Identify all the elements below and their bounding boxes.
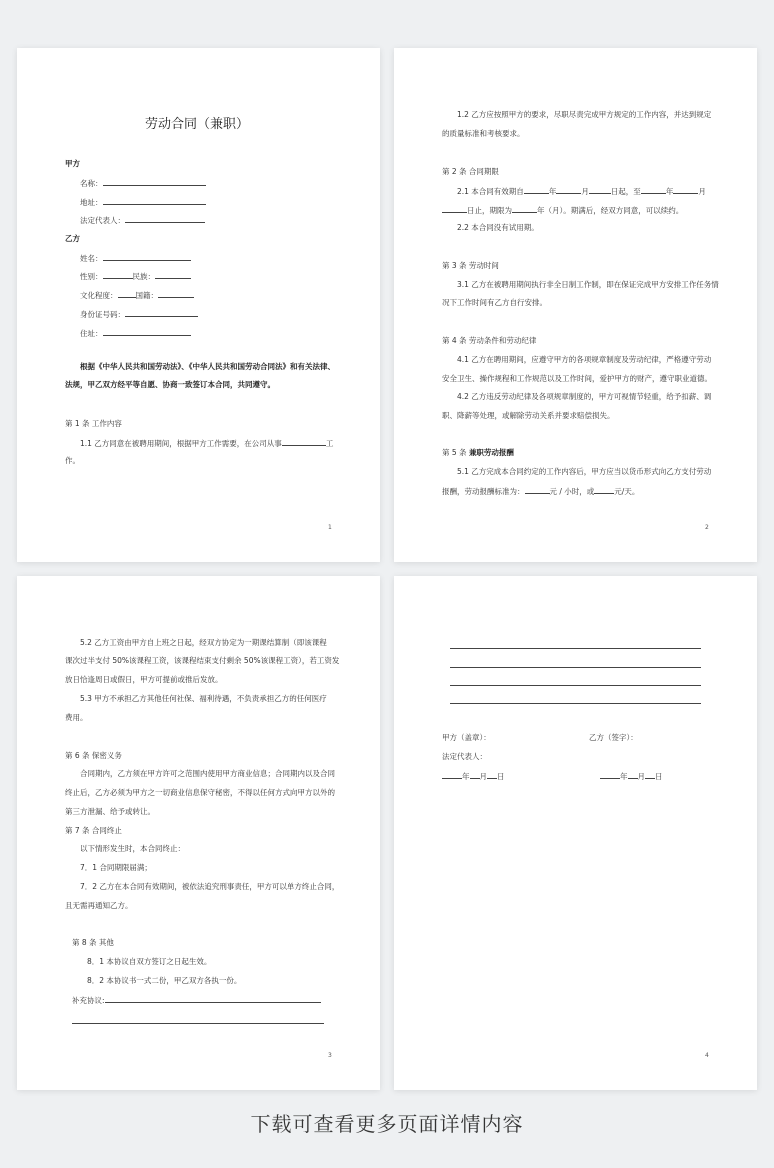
document-page-4 (394, 576, 757, 1090)
party-b-date: 年 月 日 (600, 771, 663, 783)
document-page-1 (17, 48, 380, 562)
party-a-date: 年 月 日 (442, 771, 505, 783)
party-a-seal-label: 甲方（盖章）： (442, 733, 491, 742)
article-4-1-line-1: 4.1 乙方在聘用期间，应遵守甲方的各项规章制度及劳动纪律，严格遵守劳动 (457, 355, 712, 364)
party-b-name-field: 姓名： (80, 253, 191, 265)
page-number: 1 (328, 524, 332, 531)
document-page-3 (17, 576, 380, 1090)
article-1-1-line-2: 作。 (65, 456, 80, 465)
article-4-2-line-2: 职、降薪等处理，或解除劳动关系并要求赔偿损失。 (442, 411, 615, 420)
clause-5-2-line-3: 放日恰逢周日或假日，甲方可提前或推后发放。 (65, 675, 223, 684)
article-2-2: 2.2 本合同没有试用期。 (457, 223, 539, 232)
article-5-1-line-1: 5.1 乙方完成本合同约定的工作内容后，甲方应当以货币形式向乙方支付劳动 (457, 467, 712, 476)
legal-rep-label: 法定代表人： (442, 752, 487, 761)
clause-5-2-line-1: 5.2 乙方工资由甲方自上班之日起，经双方协定为一期课结算制（即该课程 (80, 638, 327, 647)
party-a-heading: 甲方 (65, 159, 80, 168)
article-3-1-line-2: 况下工作时间有乙方自行安排。 (442, 298, 547, 307)
intro-line-2: 法规，甲乙双方经平等自愿、协商一致签订本合同，共同遵守。 (65, 380, 275, 389)
article-8-title: 第 8 条 其他 (72, 938, 114, 947)
blank-line-3 (450, 685, 701, 686)
article-1-title: 第 1 条 工作内容 (65, 419, 122, 428)
party-a-legal-rep-field: 法定代表人： (80, 215, 205, 227)
article-6-title: 第 6 条 保密义务 (65, 751, 122, 760)
download-more-link[interactable]: 下载可查看更多页面详情内容 (250, 1112, 524, 1136)
document-page-2 (394, 48, 757, 562)
article-3-1-line-1: 3.1 乙方在被聘用期间执行非全日制工作制，即在保证完成甲方安排工作任务情 (457, 280, 719, 289)
blank-line-2 (450, 667, 701, 668)
clause-5-2-line-2: 课次过半支付 50%该课程工资，该课程结束支付剩余 50%该课程工资），若工资发 (65, 656, 340, 665)
article-7-2-line-1: 7．2 乙方在本合同有效期间，被依法追究刑事责任，甲方可以单方终止合同， (80, 882, 340, 891)
article-5-title: 第 5 条 兼职劳动报酬 (442, 448, 514, 457)
article-6-line-3: 第三方泄漏、给予或转让。 (65, 807, 155, 816)
party-b-heading: 乙方 (65, 234, 80, 243)
article-7-2-line-2: 且无需再通知乙方。 (65, 901, 133, 910)
party-b-education-field: 文化程度： 国籍： (80, 290, 194, 302)
article-6-line-2: 终止后，乙方必须为甲方之一切商业信息保守秘密，不得以任何方式向甲方以外的 (65, 788, 335, 797)
supplement-field: 补充协议: (72, 995, 321, 1007)
clause-5-3-line-2: 费用。 (65, 713, 88, 722)
article-2-1-line-2: 日止，期限为 年（月）。期满后，经双方同意，可以续约。 (442, 205, 683, 217)
page-number: 2 (705, 524, 709, 531)
article-4-title: 第 4 条 劳动条件和劳动纪律 (442, 336, 537, 345)
article-7-1: 7．1 合同期限届满； (80, 863, 152, 872)
clause-5-3-line-1: 5.3 甲方不承担乙方其他任何社保、福利待遇，不负责承担乙方的任何医疗 (80, 694, 327, 703)
contract-title: 劳动合同（兼职） (145, 117, 250, 132)
article-6-line-1: 合同期内，乙方须在甲方许可之范围内使用甲方商业信息；合同期内以及合同 (80, 769, 335, 778)
party-b-id-field: 身份证号码： (80, 309, 198, 321)
article-7-title: 第 7 条 合同终止 (65, 826, 122, 835)
page-number: 3 (328, 1052, 332, 1059)
party-a-address-field: 地址： (80, 197, 206, 209)
blank-line-1 (450, 648, 701, 649)
blank-line-4 (450, 703, 701, 704)
article-1-1-line-1: 1.1 乙方同意在被聘用期间，根据甲方工作需要，在公司从事 工 (80, 439, 334, 448)
supplement-line-2 (72, 1023, 324, 1024)
party-a-name-field: 名称： (80, 178, 206, 190)
clause-1-2-line-1: 1.2 乙方应按照甲方的要求，尽职尽责完成甲方规定的工作内容，并达到规定 (457, 110, 712, 119)
clause-1-2-line-2: 的质量标准和考核要求。 (442, 129, 525, 138)
article-4-1-line-2: 安全卫生、操作规程和工作规范以及工作时间，爱护甲方的财产，遵守职业道德。 (442, 374, 712, 383)
article-8-1: 8．1 本协议自双方签订之日起生效。 (87, 957, 212, 966)
article-3-title: 第 3 条 劳动时间 (442, 261, 499, 270)
article-2-1-line-1: 2.1 本合同有效期自 年 月 日起，至 年 月 (457, 187, 706, 196)
party-b-signature-label: 乙方（签字）： (589, 733, 638, 742)
article-7-intro: 以下情形发生时，本合同终止： (80, 844, 185, 853)
article-4-2-line-1: 4.2 乙方违反劳动纪律及各项规章制度的，甲方可视情节轻重，给予扣薪、调 (457, 392, 712, 401)
article-2-title: 第 2 条 合同期限 (442, 167, 499, 176)
party-b-address-field: 住址： (80, 328, 191, 340)
party-b-gender-field: 性别： 民族： (80, 271, 191, 283)
article-8-2: 8．2 本协议书一式二份，甲乙双方各执一份。 (87, 976, 242, 985)
page-number: 4 (705, 1052, 709, 1059)
intro-line-1: 根据《中华人民共和国劳动法》、《中华人民共和国劳动合同法》和有关法律、 (80, 362, 335, 371)
article-5-1-line-2: 报酬，劳动报酬标准为： 元 / 小时，或 元/天。 (442, 487, 640, 496)
